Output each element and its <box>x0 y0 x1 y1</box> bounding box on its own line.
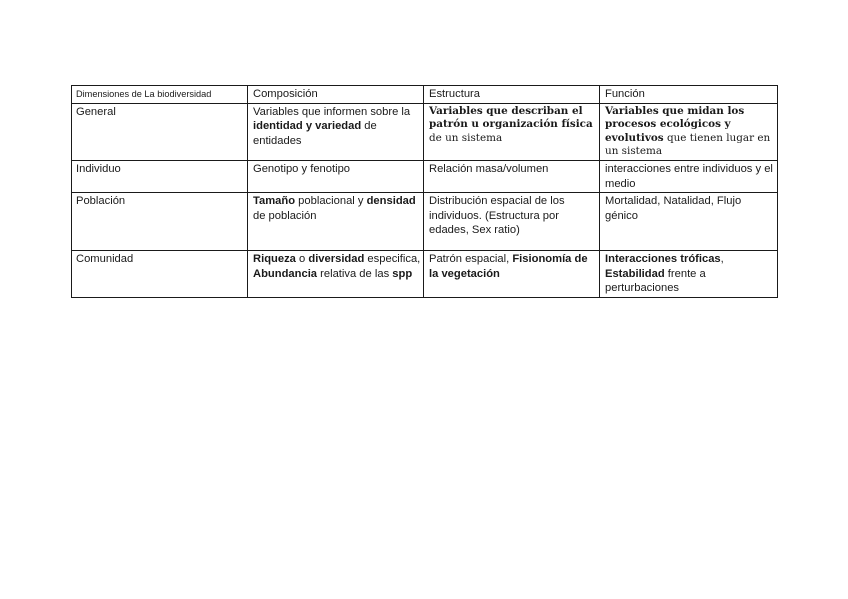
row-label: Comunidad <box>72 251 248 298</box>
cell-general-estructura: Variables que describan el patrón u organización física de un sistema <box>424 103 600 160</box>
cell-comunidad-composicion: Riqueza o diversidad especifica, Abundancia relativa de las spp <box>248 251 424 298</box>
cell-individuo-estructura: Relación masa/volumen <box>424 160 600 192</box>
cell-poblacion-composicion: Tamaño poblacional y densidad de población <box>248 193 424 251</box>
cell-poblacion-estructura: Distribución espacial de los individuos. (Estructura por edades, Sex ratio) <box>424 193 600 251</box>
header-funcion: Función <box>600 86 778 104</box>
cell-poblacion-funcion: Mortalidad, Natalidad, Flujo génico <box>600 193 778 251</box>
table-row-poblacion <box>72 193 778 251</box>
header-corner: Dimensiones de La biodiversidad <box>72 86 248 104</box>
cell-individuo-composicion: Genotipo y fenotipo <box>248 160 424 192</box>
biodiversity-table <box>71 85 778 298</box>
table-header-row <box>72 86 778 104</box>
header-composicion: Composición <box>248 86 424 104</box>
cell-comunidad-funcion: Interacciones tróficas, Estabilidad frente a perturbaciones <box>600 251 778 298</box>
row-label: General <box>72 103 248 160</box>
cell-comunidad-estructura: Patrón espacial, Fisionomía de la vegetación <box>424 251 600 298</box>
row-label: Individuo <box>72 160 248 192</box>
table-row-comunidad <box>72 251 778 298</box>
table-row-general <box>72 103 778 160</box>
cell-individuo-funcion: interacciones entre individuos y el medio <box>600 160 778 192</box>
row-label: Población <box>72 193 248 251</box>
header-estructura: Estructura <box>424 86 600 104</box>
table-row-individuo <box>72 160 778 192</box>
cell-general-composicion: Variables que informen sobre la identidad y variedad de entidades <box>248 103 424 160</box>
cell-general-funcion: Variables que midan los procesos ecológicos y evolutivos que tienen lugar en un sistema <box>600 103 778 160</box>
